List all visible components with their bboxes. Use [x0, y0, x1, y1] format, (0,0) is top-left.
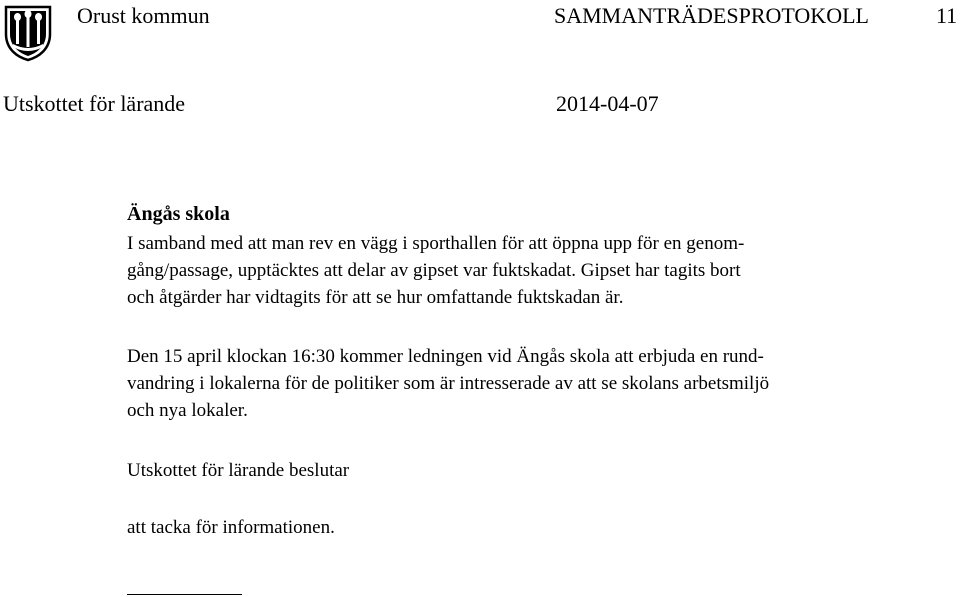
municipality-name: Orust kommun	[77, 3, 210, 28]
paragraph-line: gång/passage, upptäcktes att delar av gipset var fuktskadat. Gipset har tagits bort	[127, 260, 741, 281]
document-type: SAMMANTRÄDESPROTOKOLL	[554, 3, 869, 28]
section-title: Ängås skola	[127, 203, 230, 225]
paragraph-line: vandring i lokalerna för de politiker som är intresserade av att se skolans arbetsmiljö	[127, 373, 770, 394]
paragraph-tour-invitation	[127, 343, 957, 424]
paragraph-damage-report	[127, 230, 957, 311]
municipal-crest-logo	[3, 4, 53, 62]
paragraph-line: och nya lokaler.	[127, 400, 248, 421]
decision-text: att tacka för informationen.	[127, 517, 335, 538]
committee-name: Utskottet för lärande	[3, 91, 186, 116]
signature-rule	[127, 594, 242, 595]
page-number: 11	[936, 3, 958, 28]
decision-heading: Utskottet för lärande beslutar	[127, 460, 350, 481]
paragraph-line: och åtgärder har vidtagits för att se hur omfattande fuktskadan är.	[127, 287, 624, 308]
paragraph-line: I samband med att man rev en vägg i sporthallen för att öppna upp för en genom-	[127, 233, 745, 254]
meeting-date: 2014-04-07	[556, 91, 659, 116]
paragraph-line: Den 15 april klockan 16:30 kommer ledningen vid Ängås skola att erbjuda en rund-	[127, 346, 764, 367]
